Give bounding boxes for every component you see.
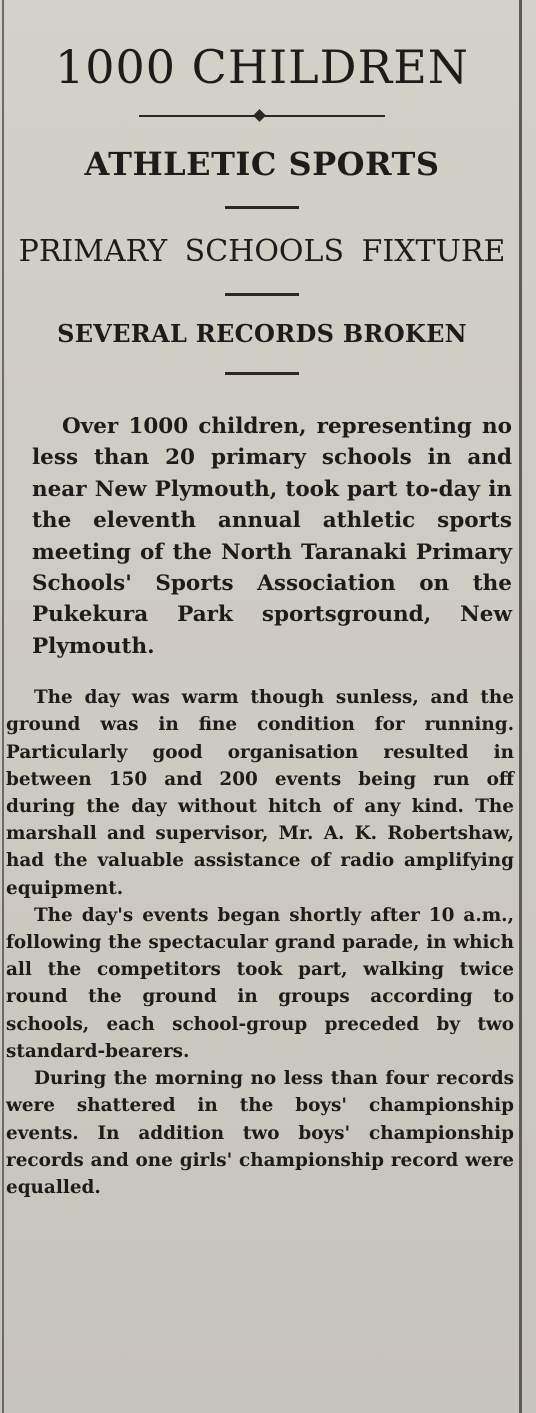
lead-paragraph: Over 1000 children, representing no less than 20 primary schools in and near New Plymouth, took part to-day in the eleventh annual athletic sports meeting of the North Taranaki Primary Schools' Sports Association on the Pukekura Park sportsground, New Plymouth.	[32, 414, 512, 659]
column-rule-right	[519, 0, 522, 1413]
short-divider-2	[225, 293, 299, 296]
headline-deck-primary-schools: PRIMARY SCHOOLS FIXTURE	[18, 234, 506, 269]
diamond-divider	[139, 110, 385, 122]
body-paragraph-1: The day was warm though sunless, and the ground was in fine condition for running. Particularly good organisation resulted in between 150 and 200 events being run off during the day without hitch of any kind. The marshall and supervisor, Mr. A. K. Robertshaw, had the valuable assistance of radio amplifying equipment.	[6, 687, 514, 899]
headline-deck-records: SEVERAL RECORDS BROKEN	[57, 319, 467, 348]
short-divider-1	[225, 206, 299, 209]
headline-main: 1000 CHILDREN	[54, 40, 470, 94]
short-divider-3	[225, 372, 299, 375]
column-rule-left	[2, 0, 4, 1413]
body-paragraph-2: The day's events began shortly after 10 a.m., following the spectacular grand parade, in which all the competitors took part, walking twice round the ground in groups according to schools, each school-group preceded by two standard-bearers.	[6, 904, 514, 1062]
headline-deck-athletic-sports: ATHLETIC SPORTS	[84, 145, 440, 183]
body-paragraph-3: During the morning no less than four records were shattered in the boys' championship events. In addition two boys' championship records and one girls' championship record were equalled.	[6, 1068, 514, 1198]
news-article	[6, 0, 518, 1201]
diamond-ornament-icon	[253, 109, 266, 122]
